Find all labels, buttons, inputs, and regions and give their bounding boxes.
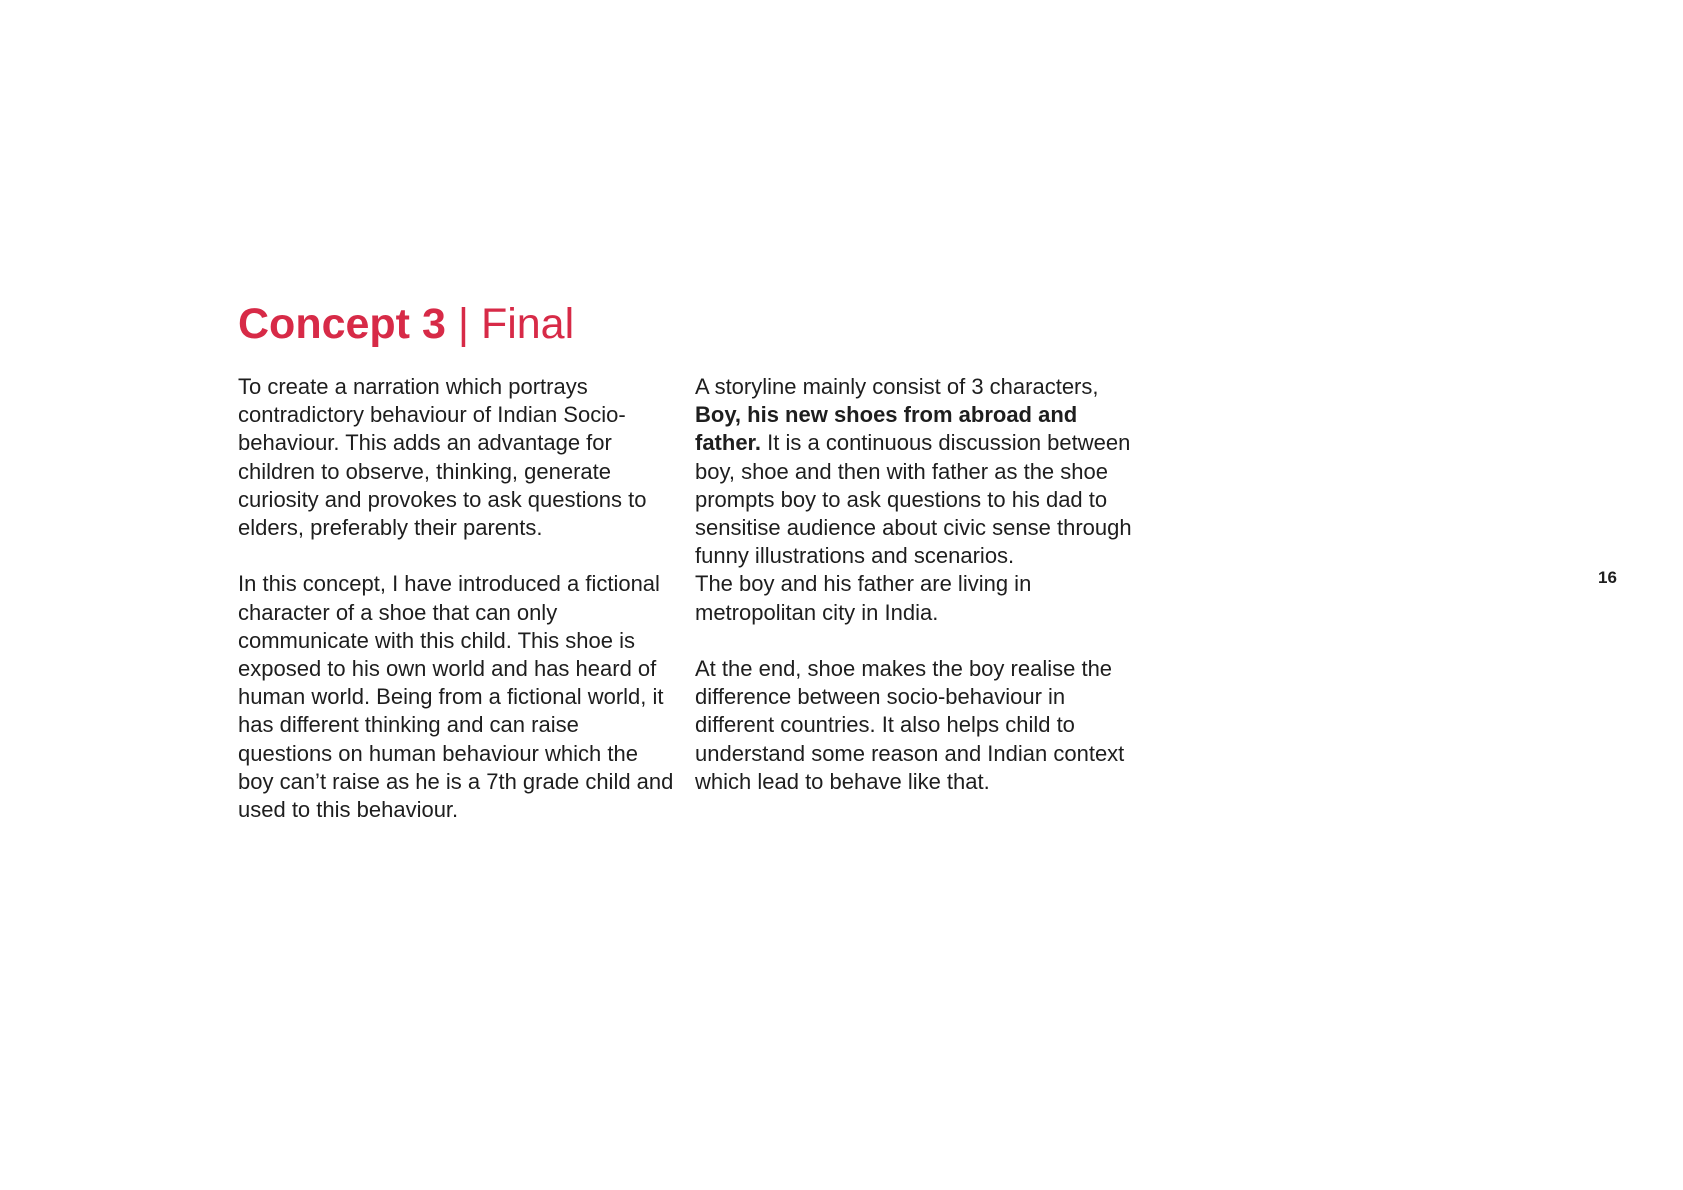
right-paragraph-1-rest: It is a continuous discussion between boy, shoe and then with father as the shoe prompts boy to ask questions to his dad to sensitise audience about civic sense through funny illustrations and scenarios.: [695, 430, 1132, 569]
right-paragraph-1-characters: Boy, his new shoes from abroad and father.: [695, 402, 1078, 456]
left-text-column: [238, 373, 678, 824]
right-text-column: [695, 373, 1135, 796]
left-paragraph-1: To create a narration which portrays contradictory behaviour of Indian Socio-behaviour. This adds an advantage for children to observe, thinking, generate curiosity and provokes to ask questions to elders, preferably their parents.: [238, 374, 647, 541]
right-paragraph-1-intro: A storyline mainly consist of 3 characters,: [695, 374, 1099, 399]
page-number: 16: [1598, 568, 1617, 587]
right-paragraph-2: At the end, shoe makes the boy realise the difference between socio-behaviour in different countries. It also helps child to understand some reason and Indian context which lead to behave like that.: [695, 656, 1125, 794]
title-bold: Concept 3: [238, 300, 446, 348]
page-title: [238, 298, 574, 350]
right-paragraph-1-setting: The boy and his father are living in metropolitan city in India.: [695, 571, 1032, 625]
title-separator: |: [445, 300, 481, 348]
right-paragraph-1: [695, 373, 1135, 627]
left-paragraph-2: In this concept, I have introduced a fictional character of a shoe that can only communicate with this child. This shoe is exposed to his own world and has heard of human world. Being from a fictional world, it has different thinking and can raise questions on human behaviour which the boy can’t raise as he is a 7th grade child and used to this behaviour.: [238, 571, 674, 823]
title-subtitle: Final: [480, 300, 575, 348]
